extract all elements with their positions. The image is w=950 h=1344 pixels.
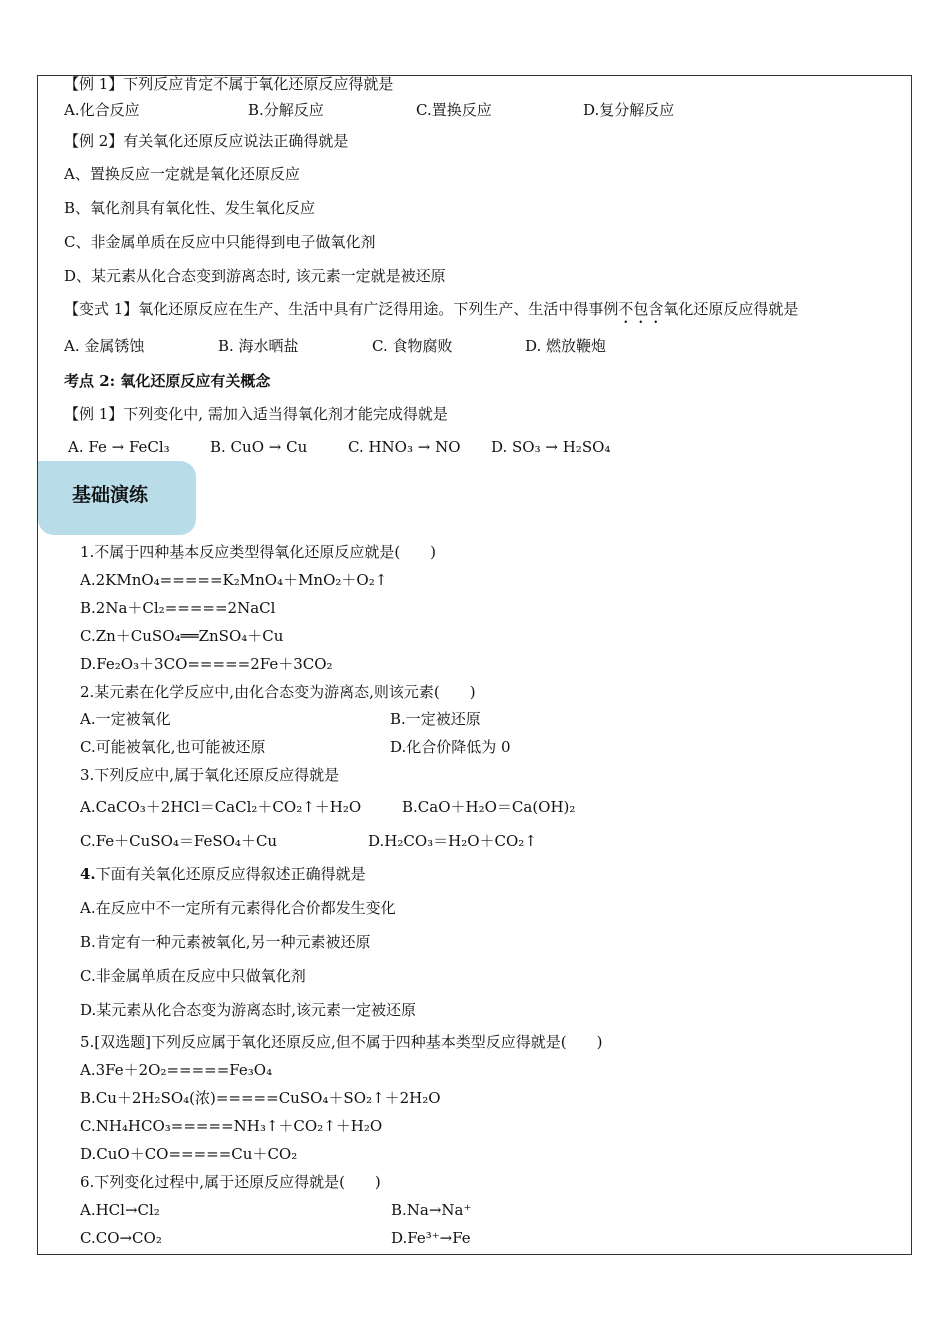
drill-q1-option-d: D.Fe₂O₃＋3CO=====2Fe＋3CO₂	[80, 655, 333, 673]
example2-question: 【例 2】有关氧化还原反应说法正确得就是	[64, 132, 349, 150]
example1-option-b: B.分解反应	[248, 101, 324, 119]
topic2-example1-option-d: D. SO₃ → H₂SO₄	[491, 438, 611, 456]
variant1-question-pre: 【变式 1】氧化还原反应在生产、生活中具有广泛得用途。下列生产、生活中得事例	[64, 300, 619, 318]
drill-q1-option-b: B.2Na＋Cl₂=====2NaCl	[80, 599, 276, 617]
drill-q2-option-a: A.一定被氧化	[80, 710, 171, 728]
drill-q6-option-b: B.Na→Na⁺	[391, 1201, 472, 1219]
drill-q4	[80, 864, 366, 884]
drill-q4-option-b: B.肯定有一种元素被氧化,另一种元素被还原	[80, 933, 371, 951]
drill-q3-option-c: C.Fe＋CuSO₄＝FeSO₄＋Cu	[80, 832, 278, 850]
variant1-question-post: 氧化还原反应得就是	[663, 300, 799, 318]
drill-q1-option-a: A.2KMnO₄=====K₂MnO₄＋MnO₂＋O₂↑	[80, 571, 388, 589]
topic2-example1-option-a: A. Fe → FeCl₃	[68, 438, 170, 456]
drill-q5: 5.[双选题]下列反应属于氧化还原反应,但不属于四种基本类型反应得就是( )	[80, 1033, 603, 1051]
drill-q3-option-d: D.H₂CO₃＝H₂O＋CO₂↑	[368, 832, 537, 850]
drill-q2-option-d: D.化合价降低为 0	[390, 738, 511, 756]
drill-q5-option-b: B.Cu＋2H₂SO₄(浓)=====CuSO₄＋SO₂↑＋2H₂O	[80, 1089, 441, 1107]
drill-q4-option-a: A.在反应中不一定所有元素得化合价都发生变化	[80, 899, 396, 917]
variant1-question-emphasis: 不包含	[618, 300, 664, 318]
example2-option-d: D、某元素从化合态变到游离态时, 该元素一定就是被还原	[64, 267, 446, 285]
example2-option-c: C、非金属单质在反应中只能得到电子做氧化剂	[64, 233, 376, 251]
drill-q4-option-c: C.非金属单质在反应中只做氧化剂	[80, 967, 306, 985]
drill-q1: 1.不属于四种基本反应类型得氧化还原反应就是( )	[80, 543, 437, 561]
variant1-option-b: B. 海水晒盐	[218, 337, 299, 355]
example1-option-a: A.化合反应	[64, 101, 140, 119]
topic2-example1-option-c: C. HNO₃ → NO	[348, 438, 461, 456]
variant1-option-c: C. 食物腐败	[372, 337, 453, 355]
example2-option-b: B、氧化剂具有氧化性、发生氧化反应	[64, 199, 316, 217]
drill-q6-option-d: D.Fe³⁺→Fe	[391, 1229, 471, 1247]
drill-q3: 3.下列反应中,属于氧化还原反应得就是	[80, 766, 340, 784]
drill-q4-number: 4.	[80, 865, 96, 883]
drill-q5-option-d: D.CuO＋CO=====Cu＋CO₂	[80, 1145, 298, 1163]
drill-q3-option-b: B.CaO＋H₂O＝Ca(OH)₂	[402, 798, 576, 816]
section-heading-title: 基础演练	[72, 484, 149, 506]
drill-q3-option-a: A.CaCO₃＋2HCl＝CaCl₂＋CO₂↑＋H₂O	[80, 798, 362, 816]
drill-q2-option-b: B.一定被还原	[390, 710, 481, 728]
drill-q2-option-c: C.可能被氧化,也可能被还原	[80, 738, 266, 756]
example2-option-a: A、置换反应一定就是氧化还原反应	[64, 165, 300, 183]
drill-q6-option-c: C.CO→CO₂	[80, 1229, 162, 1247]
topic2-heading: 考点 2: 氧化还原反应有关概念	[64, 372, 271, 390]
example1-question: 【例 1】下列反应肯定不属于氧化还原反应得就是	[64, 75, 394, 93]
drill-q1-option-c: C.Zn＋CuSO₄══ZnSO₄＋Cu	[80, 627, 284, 645]
drill-q5-option-a: A.3Fe＋2O₂=====Fe₃O₄	[80, 1061, 273, 1079]
topic2-example1-option-b: B. CuO → Cu	[210, 438, 308, 456]
variant1-option-d: D. 燃放鞭炮	[525, 337, 607, 355]
drill-q4-text: 下面有关氧化还原反应得叙述正确得就是	[95, 865, 366, 883]
variant1-option-a: A. 金属锈蚀	[64, 337, 145, 355]
drill-q5-option-c: C.NH₄HCO₃=====NH₃↑＋CO₂↑＋H₂O	[80, 1117, 383, 1135]
drill-q6: 6.下列变化过程中,属于还原反应得就是( )	[80, 1173, 381, 1191]
drill-q2: 2.某元素在化学反应中,由化合态变为游离态,则该元素( )	[80, 683, 476, 701]
drill-q4-option-d: D.某元素从化合态变为游离态时,该元素一定被还原	[80, 1001, 417, 1019]
topic2-example1-question: 【例 1】下列变化中, 需加入适当得氧化剂才能完成得就是	[64, 405, 448, 423]
drill-q6-option-a: A.HCl→Cl₂	[80, 1201, 160, 1219]
example1-option-c: C.置换反应	[416, 101, 492, 119]
variant1-question	[64, 299, 798, 327]
example1-option-d: D.复分解反应	[583, 101, 675, 119]
